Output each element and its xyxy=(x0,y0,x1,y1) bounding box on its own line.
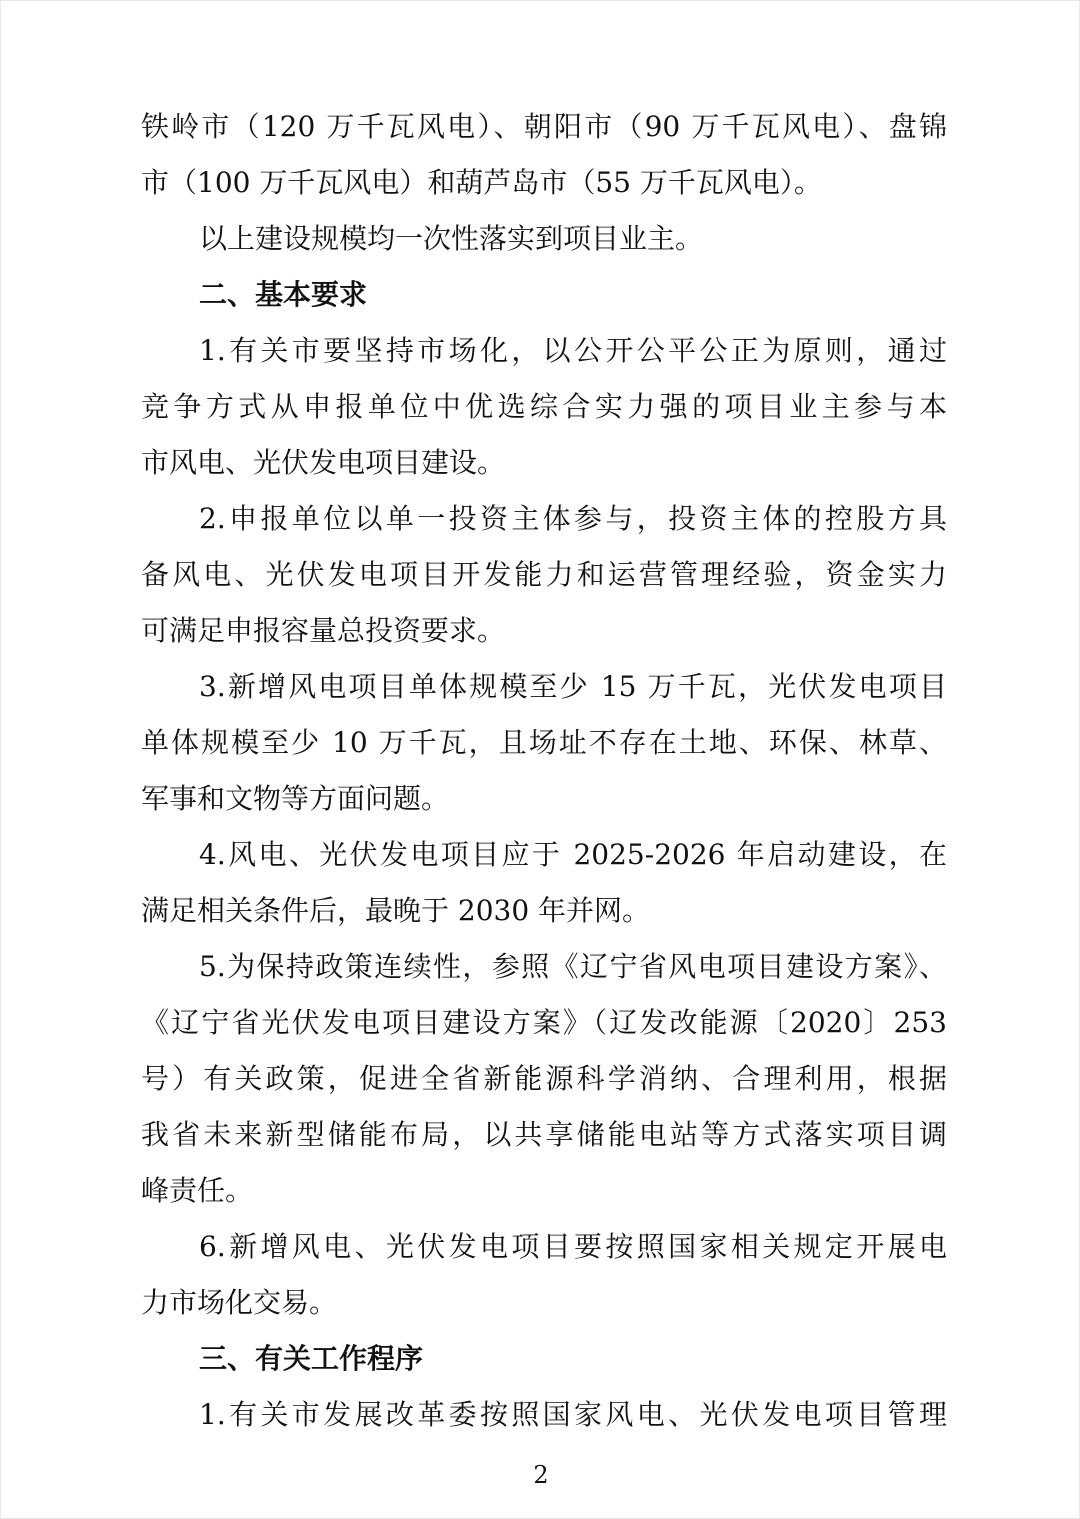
text-line: 市风电、光伏发电项目建设。 xyxy=(141,446,506,479)
text-line: 3.新增风电项目单体规模至少 15 万千瓦，光伏发电项目 xyxy=(199,670,947,703)
text-line: 备风电、光伏发电项目开发能力和运营管理经验，资金实力 xyxy=(141,558,947,591)
text-line: 市（100 万千瓦风电）和葫芦岛市（55 万千瓦风电）。 xyxy=(141,166,822,199)
text-line: 2.申报单位以单一投资主体参与，投资主体的控股方具 xyxy=(199,502,947,535)
text-line: 军事和文物等方面问题。 xyxy=(141,782,450,815)
section-heading: 三、有关工作程序 xyxy=(199,1342,424,1375)
text-line: 5.为保持政策连续性，参照《辽宁省风电项目建设方案》、 xyxy=(199,950,947,983)
text-line: 以上建设规模均一次性落实到项目业主。 xyxy=(199,222,704,255)
text-line: 6.新增风电、光伏发电项目要按照国家相关规定开展电 xyxy=(199,1230,947,1263)
text-line: 峰责任。 xyxy=(141,1174,254,1207)
text-line: 力市场化交易。 xyxy=(141,1286,338,1319)
text-line: 1.有关市要坚持市场化，以公开公平公正为原则，通过 xyxy=(199,334,947,367)
text-line: 4.风电、光伏发电项目应于 2025-2026 年启动建设，在 xyxy=(199,838,947,871)
text-line: 单体规模至少 10 万千瓦，且场址不存在土地、环保、林草、 xyxy=(141,726,947,759)
text-line: 可满足申报容量总投资要求。 xyxy=(141,614,506,647)
text-line: 1.有关市发展改革委按照国家风电、光伏发电项目管理 xyxy=(199,1398,947,1431)
text-line: 号）有关政策，促进全省新能源科学消纳、合理利用，根据 xyxy=(141,1062,947,1095)
text-line: 满足相关条件后，最晚于 2030 年并网。 xyxy=(141,894,651,927)
section-heading: 二、基本要求 xyxy=(199,278,368,311)
text-line: 我省未来新型储能布局，以共享储能电站等方式落实项目调 xyxy=(141,1118,947,1151)
page-number: 2 xyxy=(533,1461,549,1489)
document-body xyxy=(141,99,947,1443)
text-line: 《辽宁省光伏发电项目建设方案》（辽发改能源〔2020〕253 xyxy=(141,1006,947,1039)
text-line: 竞争方式从申报单位中优选综合实力强的项目业主参与本 xyxy=(141,390,947,423)
text-line: 铁岭市（120 万千瓦风电）、朝阳市（90 万千瓦风电）、盘锦 xyxy=(141,110,947,143)
